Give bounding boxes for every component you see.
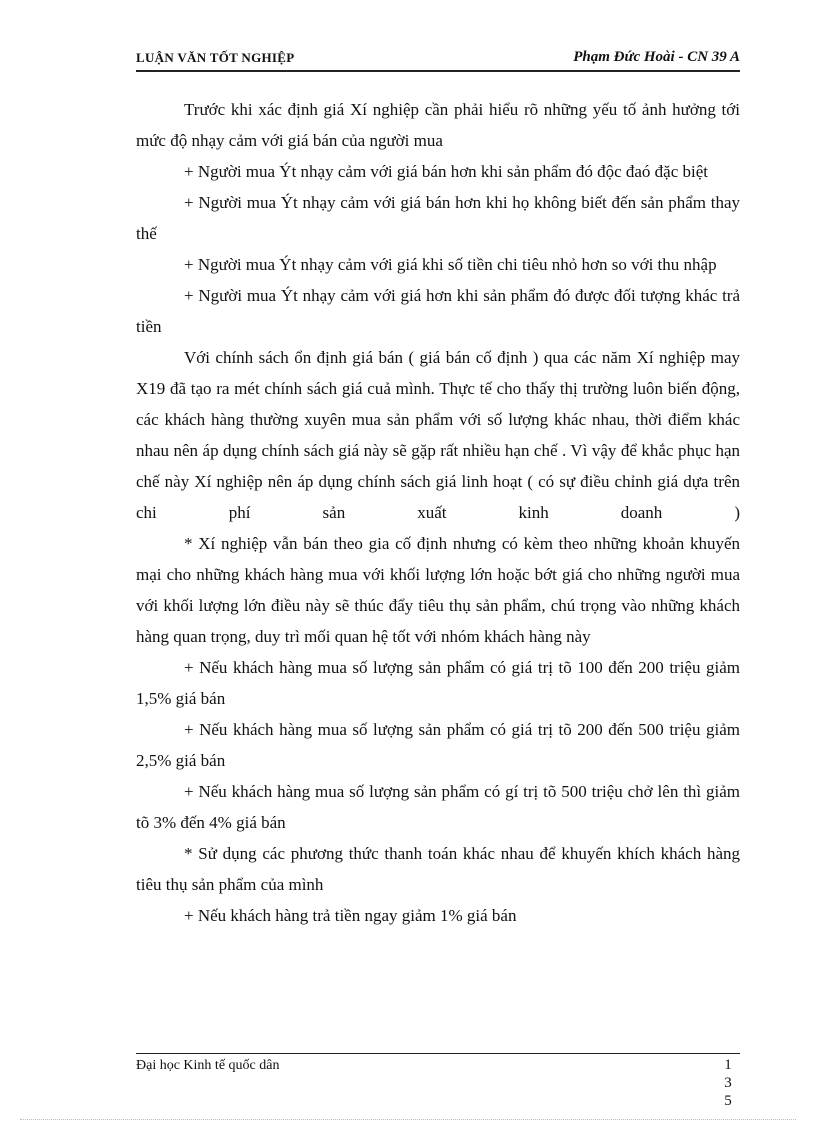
page-bottom-border	[20, 1119, 796, 1120]
page-number-digit: 5	[724, 1093, 732, 1109]
paragraph-discount-1: + Nếu khách hàng mua số lượng sản phẩm có giá trị tõ 100 đến 200 triệu giảm 1,5% giá bán	[136, 658, 740, 708]
page-number-digit: 3	[724, 1075, 732, 1091]
paragraph-payment-1: + Nếu khách hàng trả tiền ngay giảm 1% giá bán	[184, 906, 517, 925]
paragraph-bullet-3: + Người mua Ýt nhạy cảm với giá khi số tiền chi tiêu nhỏ hơn so với thu nhập	[184, 255, 717, 274]
paragraph-discount-intro: * Xí nghiệp vẫn bán theo gia cố định nhưng có kèm theo những khoản khuyến mại cho những khách hàng mua với khối lượng lớn hoặc bớt giá cho những người mua với khối lượng lớn điều này sẽ thúc đẩy tiêu thụ sản phẩm, chú trọng vào những khách hàng quan trọng, duy trì mối quan hệ tốt với nhóm khách hàng này	[136, 534, 740, 646]
header-author: Phạm Đức Hoài - CN 39 A	[573, 49, 740, 65]
page-number-digit: 1	[724, 1057, 732, 1073]
document-body	[136, 94, 740, 931]
paragraph-bullet-1: + Người mua Ýt nhạy cảm với giá bán hơn khi sản phẩm đó độc đaó đặc biệt	[184, 162, 709, 181]
paragraph-bullet-2: + Người mua Ýt nhạy cảm với giá bán hơn khi họ không biết đến sản phẩm thay thế	[136, 193, 740, 243]
footer-university: Đại học Kinh tế quốc dân	[136, 1058, 280, 1073]
paragraph-discount-2: + Nếu khách hàng mua số lượng sản phẩm có giá trị tõ 200 đến 500 triệu giảm 2,5% giá bán	[136, 720, 740, 770]
page-number	[718, 1056, 738, 1110]
footer-divider	[136, 1053, 740, 1054]
paragraph-intro: Trước khi xác định giá Xí nghiệp cần phải hiểu rõ những yếu tố ảnh hưởng tới mức độ nhạy cảm với giá bán của người mua	[136, 100, 740, 150]
paragraph-bullet-4: + Người mua Ýt nhạy cảm với giá hơn khi sản phẩm đó được đối tượng khác trả tiền	[136, 286, 740, 336]
paragraph-payment-intro: * Sử dụng các phương thức thanh toán khác nhau để khuyến khích khách hàng tiêu thụ sản phẩm của mình	[136, 844, 740, 894]
paragraph-policy: Với chính sách ổn định giá bán ( giá bán cố định ) qua các năm Xí nghiệp may X19 đã tạo ra mét chính sách giá cuả mình. Thực tế cho thấy thị trường luôn biến động, các khách hàng thường xuyên mua sản phẩm với số lượng khác nhau, thời điểm khác nhau nên áp dụng chính sách giá này sẽ gặp rất nhiều hạn chế . Vì vậy để khắc phục hạn chế này Xí nghiệp nên áp dụng chính sách giá linh hoạt ( có sự điều chỉnh giá dựa trên chi phí sản xuất kinh doanh )	[136, 348, 740, 522]
paragraph-discount-3: + Nếu khách hàng mua số lượng sản phẩm có gí trị tõ 500 triệu chở lên thì giảm tõ 3% đến 4% giá bán	[136, 782, 740, 832]
page-header	[136, 48, 740, 72]
header-thesis-title: LUẬN VĂN TỐT NGHIỆP	[136, 50, 295, 65]
